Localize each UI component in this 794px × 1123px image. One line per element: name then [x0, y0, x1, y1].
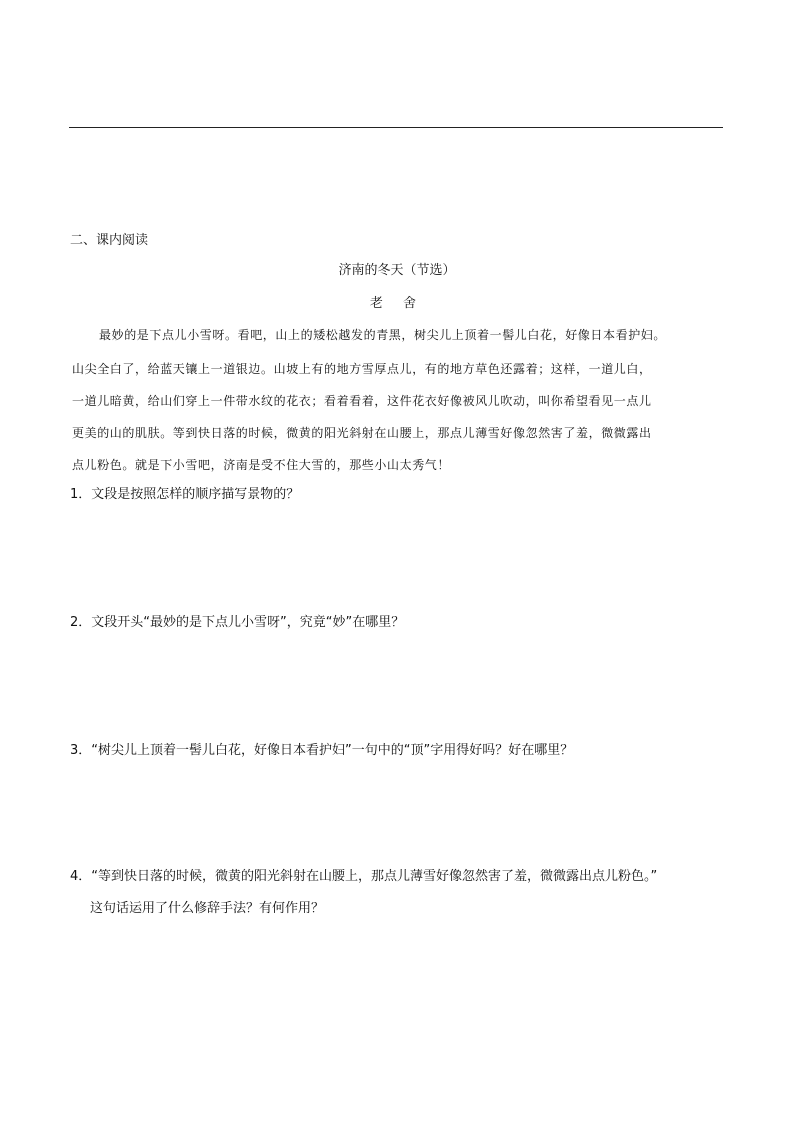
question-1: 1．文段是按照怎样的顺序描写景物的？ [70, 487, 300, 502]
passage-line: 一道儿暗黄，给山们穿上一件带水纹的花衣；看着看着，这件花衣好像被风儿吹动，叫你希望看见一点儿 [72, 394, 652, 408]
question-4: 4．“等到快日落的时候，微黄的阳光斜射在山腰上，那点儿薄雪好像忽然害了羞，微微露出点儿粉色。” [70, 869, 658, 884]
passage-line: 最妙的是下点儿小雪呀。看吧，山上的矮松越发的青黑，树尖儿上顶着一髻儿白花，好像日本看护妇。 [99, 328, 667, 342]
passage-line: 更美的山的肌肤。等到快日落的时候，微黄的阳光斜射在山腰上，那点儿薄雪好像忽然害了羞，微微露出 [72, 426, 652, 440]
passage-title: 济南的冬天（节选） [338, 263, 456, 278]
passage-line: 点儿粉色。就是下小雪吧，济南是受不住大雪的，那些小山太秀气！ [72, 458, 451, 472]
section-heading: 二、课内阅读 [70, 233, 149, 248]
question-4-continuation: 这句话运用了什么修辞手法？有何作用？ [90, 901, 325, 916]
header-rule [69, 127, 723, 128]
passage-author: 老 舍 [369, 296, 425, 311]
passage-line: 山尖全白了，给蓝天镶上一道银边。山坡上有的地方雪厚点儿，有的地方草色还露着；这样，一道儿白， [72, 362, 652, 376]
question-2: 2．文段开头“最妙的是下点儿小雪呀”，究竟“妙”在哪里？ [70, 615, 405, 630]
question-3: 3．“树尖儿上顶着一髻儿白花，好像日本看护妇”一句中的“顶”字用得好吗？好在哪里？ [70, 743, 574, 758]
